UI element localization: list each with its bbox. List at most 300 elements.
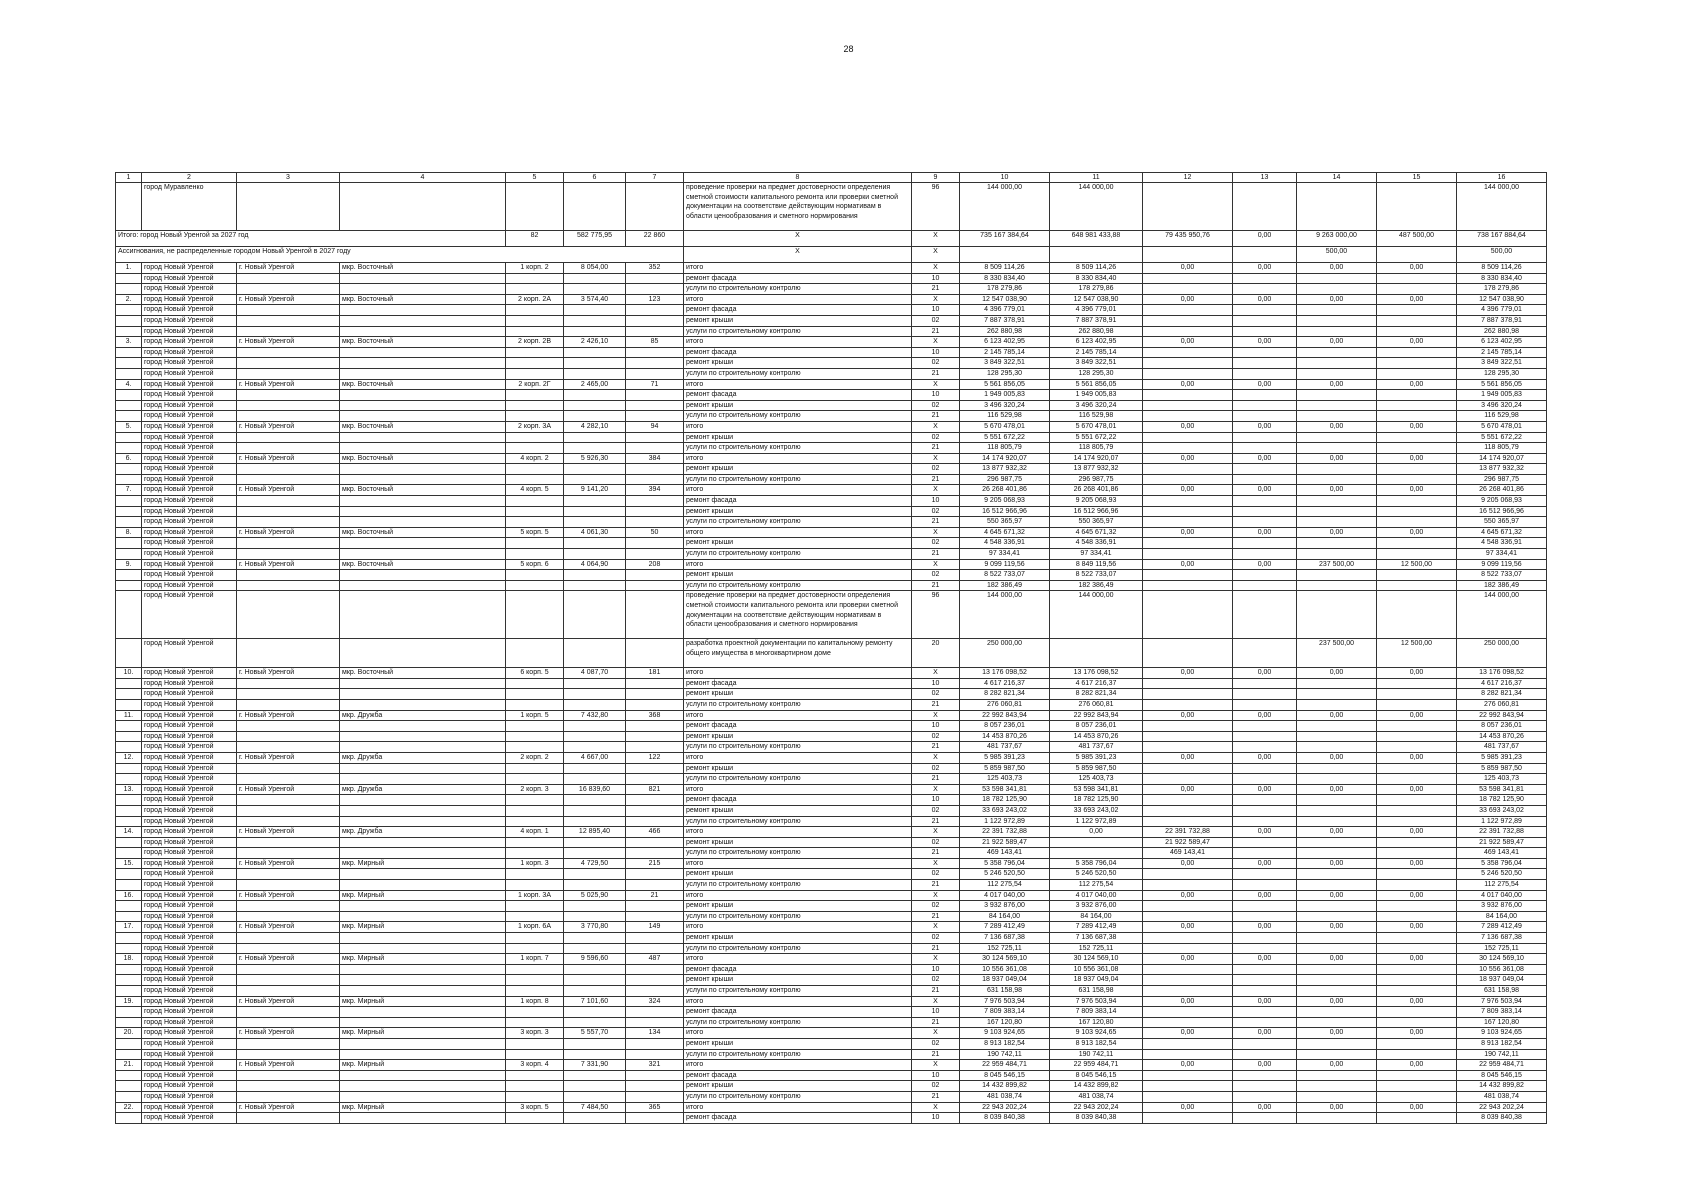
work-type-cell: услуги по строительному контролю bbox=[684, 411, 912, 422]
fund-cost-cell: 22 992 843,94 bbox=[1050, 710, 1143, 721]
work-code-cell: X bbox=[912, 710, 960, 721]
col14-cell bbox=[1297, 496, 1377, 507]
col14-cell: 237 500,00 bbox=[1297, 559, 1377, 570]
house-number-cell bbox=[506, 816, 564, 827]
table-row bbox=[116, 699, 1547, 710]
municipality-cell: город Новый Уренгой bbox=[142, 464, 237, 475]
budget-cost-cell bbox=[1143, 432, 1233, 443]
municipality-cell: город Новый Уренгой bbox=[142, 1070, 237, 1081]
area-cell bbox=[564, 1113, 626, 1124]
work-type-cell: итого bbox=[684, 784, 912, 795]
area-cell bbox=[564, 795, 626, 806]
settlement-cell bbox=[237, 464, 340, 475]
municipality-cell: город Новый Уренгой bbox=[142, 668, 237, 679]
col13-cell bbox=[1233, 1070, 1297, 1081]
table-row bbox=[116, 731, 1547, 742]
work-code-cell: X bbox=[912, 827, 960, 838]
house-number-cell bbox=[506, 284, 564, 295]
budget-cost-cell: 0,00 bbox=[1143, 996, 1233, 1007]
table-row bbox=[116, 827, 1547, 838]
col15-cell bbox=[1377, 774, 1457, 785]
residents-cell bbox=[626, 591, 684, 639]
col13-cell bbox=[1233, 432, 1297, 443]
col14-cell: 0,00 bbox=[1297, 996, 1377, 1007]
area-cell: 4 064,90 bbox=[564, 559, 626, 570]
work-type-cell: ремонт фасада bbox=[684, 305, 912, 316]
settlement-cell: г. Новый Уренгой bbox=[237, 485, 340, 496]
work-type-cell: X bbox=[684, 231, 912, 247]
grand-total-cell: 2 145 785,14 bbox=[1457, 347, 1547, 358]
table-row bbox=[116, 721, 1547, 732]
settlement-cell bbox=[237, 911, 340, 922]
row-number-cell bbox=[116, 443, 142, 454]
column-number: 10 bbox=[960, 173, 1050, 183]
settlement-cell bbox=[237, 517, 340, 528]
residents-cell bbox=[626, 358, 684, 369]
fund-cost-cell: 33 693 243,02 bbox=[1050, 805, 1143, 816]
district-cell bbox=[340, 496, 506, 507]
grand-total-cell: 33 693 243,02 bbox=[1457, 805, 1547, 816]
grand-total-cell: 9 205 068,93 bbox=[1457, 496, 1547, 507]
table-row bbox=[116, 933, 1547, 944]
work-type-cell: ремонт крыши bbox=[684, 975, 912, 986]
col13-cell bbox=[1233, 848, 1297, 859]
grand-total-cell: 9 103 924,65 bbox=[1457, 1028, 1547, 1039]
work-type-cell: итого bbox=[684, 954, 912, 965]
col14-cell bbox=[1297, 689, 1377, 700]
work-type-cell: ремонт фасада bbox=[684, 496, 912, 507]
residents-cell bbox=[626, 1038, 684, 1049]
district-cell bbox=[340, 721, 506, 732]
col15-cell bbox=[1377, 506, 1457, 517]
house-number-cell: 1 корп. 3А bbox=[506, 890, 564, 901]
grand-total-cell: 97 334,41 bbox=[1457, 549, 1547, 560]
municipality-cell: город Новый Уренгой bbox=[142, 443, 237, 454]
total-cost-cell: 16 512 966,96 bbox=[960, 506, 1050, 517]
row-number-cell bbox=[116, 549, 142, 560]
undistributed-label: Ассигнования, не распределенные городом Новый Уренгой в 2027 году bbox=[116, 247, 684, 263]
budget-cost-cell bbox=[1143, 763, 1233, 774]
col15-cell: 487 500,00 bbox=[1377, 231, 1457, 247]
grand-total-cell: 5 561 856,05 bbox=[1457, 379, 1547, 390]
budget-cost-cell bbox=[1143, 1113, 1233, 1124]
row-number-cell bbox=[116, 411, 142, 422]
municipality-cell: город Новый Уренгой bbox=[142, 1038, 237, 1049]
col15-cell: 0,00 bbox=[1377, 263, 1457, 274]
total-cost-cell: 5 358 796,04 bbox=[960, 858, 1050, 869]
settlement-cell bbox=[237, 1113, 340, 1124]
column-number: 6 bbox=[564, 173, 626, 183]
area-cell bbox=[564, 273, 626, 284]
col13-cell: 0,00 bbox=[1233, 1060, 1297, 1071]
house-number-cell bbox=[506, 411, 564, 422]
work-type-cell: итого bbox=[684, 294, 912, 305]
col15-cell bbox=[1377, 1113, 1457, 1124]
budget-cost-cell: 0,00 bbox=[1143, 922, 1233, 933]
budget-cost-cell bbox=[1143, 678, 1233, 689]
settlement-cell: г. Новый Уренгой bbox=[237, 527, 340, 538]
house-number-cell bbox=[506, 347, 564, 358]
budget-cost-cell bbox=[1143, 731, 1233, 742]
cell-empty bbox=[1050, 247, 1143, 263]
district-cell: мкр. Восточный bbox=[340, 559, 506, 570]
house-number-cell bbox=[506, 742, 564, 753]
municipality-cell: город Новый Уренгой bbox=[142, 591, 237, 639]
row-number-cell bbox=[116, 964, 142, 975]
total-cost-cell: 5 985 391,23 bbox=[960, 752, 1050, 763]
work-code-cell: X bbox=[912, 453, 960, 464]
grand-total-cell: 631 158,98 bbox=[1457, 986, 1547, 997]
municipality-cell: город Новый Уренгой bbox=[142, 1028, 237, 1039]
house-number-cell: 1 корп. 5 bbox=[506, 710, 564, 721]
col13-cell bbox=[1233, 975, 1297, 986]
col14-cell bbox=[1297, 538, 1377, 549]
area-cell bbox=[564, 975, 626, 986]
residents-cell bbox=[626, 305, 684, 316]
fund-cost-cell: 144 000,00 bbox=[1050, 591, 1143, 639]
residents-cell bbox=[626, 443, 684, 454]
column-number: 5 bbox=[506, 173, 564, 183]
col13-cell: 0,00 bbox=[1233, 1028, 1297, 1039]
district-cell: мкр. Дружба bbox=[340, 784, 506, 795]
area-cell bbox=[564, 689, 626, 700]
col14-cell bbox=[1297, 837, 1377, 848]
table-body bbox=[116, 173, 1547, 1124]
residents-cell bbox=[626, 699, 684, 710]
settlement-cell bbox=[237, 964, 340, 975]
area-cell bbox=[564, 678, 626, 689]
district-cell: мкр. Дружба bbox=[340, 710, 506, 721]
municipality-cell: город Новый Уренгой bbox=[142, 837, 237, 848]
work-code-cell: 10 bbox=[912, 678, 960, 689]
row-number-cell bbox=[116, 273, 142, 284]
municipality-cell: город Новый Уренгой bbox=[142, 795, 237, 806]
budget-cost-cell bbox=[1143, 1038, 1233, 1049]
settlement-cell bbox=[237, 689, 340, 700]
settlement-cell bbox=[237, 986, 340, 997]
house-number-cell bbox=[506, 805, 564, 816]
district-cell bbox=[340, 805, 506, 816]
house-number-cell bbox=[506, 975, 564, 986]
district-cell bbox=[340, 538, 506, 549]
work-type-cell: услуги по строительному контролю bbox=[684, 943, 912, 954]
row-number-cell bbox=[116, 911, 142, 922]
area-cell bbox=[564, 1038, 626, 1049]
total-cost-cell: 8 039 840,38 bbox=[960, 1113, 1050, 1124]
area-cell: 3 770,80 bbox=[564, 922, 626, 933]
col13-cell bbox=[1233, 591, 1297, 639]
municipality-cell: город Новый Уренгой bbox=[142, 559, 237, 570]
work-code-cell: 02 bbox=[912, 1038, 960, 1049]
settlement-cell bbox=[237, 678, 340, 689]
municipality-cell: город Новый Уренгой bbox=[142, 943, 237, 954]
district-cell bbox=[340, 1038, 506, 1049]
work-type-cell: итого bbox=[684, 710, 912, 721]
work-code-cell: 10 bbox=[912, 305, 960, 316]
residents-cell bbox=[626, 816, 684, 827]
row-number-cell: 14. bbox=[116, 827, 142, 838]
col14-cell bbox=[1297, 986, 1377, 997]
col14-cell: 0,00 bbox=[1297, 294, 1377, 305]
table-row bbox=[116, 858, 1547, 869]
table-row bbox=[116, 1102, 1547, 1113]
fund-cost-cell: 550 365,97 bbox=[1050, 517, 1143, 528]
municipality-cell: город Новый Уренгой bbox=[142, 774, 237, 785]
municipality-cell: город Новый Уренгой bbox=[142, 721, 237, 732]
residents-cell bbox=[626, 975, 684, 986]
residents-cell bbox=[626, 368, 684, 379]
house-number-cell: 1 корп. 6А bbox=[506, 922, 564, 933]
fund-cost-cell: 84 164,00 bbox=[1050, 911, 1143, 922]
work-code-cell: X bbox=[912, 668, 960, 679]
residents-cell bbox=[626, 273, 684, 284]
col13-cell bbox=[1233, 986, 1297, 997]
house-number-cell bbox=[506, 390, 564, 401]
residents-cell bbox=[626, 538, 684, 549]
residents-cell bbox=[626, 901, 684, 912]
house-number-cell bbox=[506, 273, 564, 284]
work-type-cell: услуги по строительному контролю bbox=[684, 742, 912, 753]
col15-cell bbox=[1377, 358, 1457, 369]
total-cost-cell: 6 123 402,95 bbox=[960, 337, 1050, 348]
total-cost-cell: 18 782 125,90 bbox=[960, 795, 1050, 806]
table-row bbox=[116, 1113, 1547, 1124]
municipality-cell: город Новый Уренгой bbox=[142, 421, 237, 432]
area-cell bbox=[564, 911, 626, 922]
area-cell bbox=[564, 639, 626, 668]
budget-cost-cell bbox=[1143, 1049, 1233, 1060]
fund-cost-cell: 262 880,98 bbox=[1050, 326, 1143, 337]
col14-cell: 0,00 bbox=[1297, 1102, 1377, 1113]
budget-cost-cell: 0,00 bbox=[1143, 337, 1233, 348]
col15-cell bbox=[1377, 880, 1457, 891]
col13-cell bbox=[1233, 400, 1297, 411]
house-number-cell bbox=[506, 731, 564, 742]
work-type-cell: услуги по строительному контролю bbox=[684, 1091, 912, 1102]
col13-cell bbox=[1233, 837, 1297, 848]
municipality-cell: город Новый Уренгой bbox=[142, 549, 237, 560]
table-row bbox=[116, 358, 1547, 369]
settlement-cell bbox=[237, 390, 340, 401]
settlement-cell bbox=[237, 273, 340, 284]
municipality-cell: город Новый Уренгой bbox=[142, 379, 237, 390]
fund-cost-cell: 116 529,98 bbox=[1050, 411, 1143, 422]
col14-cell bbox=[1297, 816, 1377, 827]
grand-total-cell: 4 617 216,37 bbox=[1457, 678, 1547, 689]
work-type-cell: ремонт крыши bbox=[684, 837, 912, 848]
total-cost-cell: 97 334,41 bbox=[960, 549, 1050, 560]
municipality-cell: город Муравленко bbox=[142, 183, 237, 231]
work-code-cell: 21 bbox=[912, 580, 960, 591]
budget-cost-cell bbox=[1143, 390, 1233, 401]
house-number-cell bbox=[506, 721, 564, 732]
budget-cost-cell bbox=[1143, 496, 1233, 507]
area-cell bbox=[564, 986, 626, 997]
col13-cell: 0,00 bbox=[1233, 527, 1297, 538]
work-code-cell: 21 bbox=[912, 368, 960, 379]
row-number-cell bbox=[116, 837, 142, 848]
residents-cell bbox=[626, 986, 684, 997]
work-type-cell: итого bbox=[684, 527, 912, 538]
settlement-cell bbox=[237, 305, 340, 316]
area-cell bbox=[564, 284, 626, 295]
col14-cell bbox=[1297, 591, 1377, 639]
house-number-cell: 3 корп. 3 bbox=[506, 1028, 564, 1039]
residents-cell bbox=[626, 639, 684, 668]
municipality-cell: город Новый Уренгой bbox=[142, 986, 237, 997]
work-type-cell: ремонт фасада bbox=[684, 795, 912, 806]
col14-cell bbox=[1297, 901, 1377, 912]
row-number-cell bbox=[116, 580, 142, 591]
fund-cost-cell: 7 976 503,94 bbox=[1050, 996, 1143, 1007]
col14-cell bbox=[1297, 305, 1377, 316]
col15-cell bbox=[1377, 911, 1457, 922]
budget-cost-cell: 0,00 bbox=[1143, 668, 1233, 679]
municipality-cell: город Новый Уренгой bbox=[142, 390, 237, 401]
row-number-cell bbox=[116, 986, 142, 997]
row-number-cell bbox=[116, 816, 142, 827]
area-cell bbox=[564, 964, 626, 975]
district-cell: мкр. Восточный bbox=[340, 421, 506, 432]
area-cell bbox=[564, 390, 626, 401]
col13-cell bbox=[1233, 763, 1297, 774]
budget-cost-cell bbox=[1143, 570, 1233, 581]
work-type-cell: услуги по строительному контролю bbox=[684, 911, 912, 922]
settlement-cell bbox=[237, 869, 340, 880]
settlement-cell bbox=[237, 763, 340, 774]
muravlenko-inspection-row bbox=[116, 183, 1547, 231]
table-row bbox=[116, 816, 1547, 827]
house-number-cell: 1 корп. 7 bbox=[506, 954, 564, 965]
row-number-cell: 22. bbox=[116, 1102, 142, 1113]
budget-cost-cell bbox=[1143, 1081, 1233, 1092]
district-cell bbox=[340, 1113, 506, 1124]
row-number-cell: 16. bbox=[116, 890, 142, 901]
total-cost-cell: 276 060,81 bbox=[960, 699, 1050, 710]
table-row bbox=[116, 1060, 1547, 1071]
column-number: 15 bbox=[1377, 173, 1457, 183]
area-cell: 4 729,50 bbox=[564, 858, 626, 869]
col14-cell: 0,00 bbox=[1297, 710, 1377, 721]
fund-cost-cell: 10 556 361,08 bbox=[1050, 964, 1143, 975]
house-number-cell bbox=[506, 496, 564, 507]
col15-cell: 0,00 bbox=[1377, 485, 1457, 496]
house-number-cell bbox=[506, 639, 564, 668]
work-type-cell: итого bbox=[684, 1028, 912, 1039]
col13-cell: 0,00 bbox=[1233, 379, 1297, 390]
budget-cost-cell bbox=[1143, 400, 1233, 411]
work-type-cell: ремонт крыши bbox=[684, 400, 912, 411]
district-cell bbox=[340, 326, 506, 337]
municipality-cell: город Новый Уренгой bbox=[142, 911, 237, 922]
district-cell: мкр. Мирный bbox=[340, 922, 506, 933]
capital-repair-register-table bbox=[115, 172, 1547, 1124]
table-row bbox=[116, 752, 1547, 763]
residents-cell bbox=[626, 400, 684, 411]
total-cost-cell: 21 922 589,47 bbox=[960, 837, 1050, 848]
row-number-cell bbox=[116, 390, 142, 401]
row-number-cell bbox=[116, 774, 142, 785]
house-number-cell bbox=[506, 848, 564, 859]
settlement-cell bbox=[237, 901, 340, 912]
city-total-row bbox=[116, 231, 1547, 247]
municipality-cell: город Новый Уренгой bbox=[142, 580, 237, 591]
col13-cell bbox=[1233, 869, 1297, 880]
table-row bbox=[116, 273, 1547, 284]
work-code-cell: 21 bbox=[912, 326, 960, 337]
col13-cell bbox=[1233, 1038, 1297, 1049]
area-cell bbox=[564, 305, 626, 316]
col14-cell: 237 500,00 bbox=[1297, 639, 1377, 668]
district-cell bbox=[340, 816, 506, 827]
work-code-cell: X bbox=[912, 559, 960, 570]
settlement-cell: г. Новый Уренгой bbox=[237, 559, 340, 570]
col15-cell bbox=[1377, 848, 1457, 859]
row-number-cell bbox=[116, 848, 142, 859]
budget-cost-cell: 0,00 bbox=[1143, 1028, 1233, 1039]
work-type-cell: итого bbox=[684, 922, 912, 933]
total-label: Итого: город Новый Уренгой за 2027 год bbox=[116, 231, 506, 247]
municipality-cell: город Новый Уренгой bbox=[142, 1113, 237, 1124]
residents-cell bbox=[626, 731, 684, 742]
fund-cost-cell: 0,00 bbox=[1050, 827, 1143, 838]
table-row bbox=[116, 710, 1547, 721]
col13-cell bbox=[1233, 315, 1297, 326]
table-row bbox=[116, 678, 1547, 689]
settlement-cell: г. Новый Уренгой bbox=[237, 710, 340, 721]
district-cell: мкр. Восточный bbox=[340, 668, 506, 679]
col13-cell bbox=[1233, 368, 1297, 379]
col13-cell bbox=[1233, 464, 1297, 475]
settlement-cell bbox=[237, 549, 340, 560]
residents-cell bbox=[626, 774, 684, 785]
col13-cell bbox=[1233, 305, 1297, 316]
row-number-cell bbox=[116, 933, 142, 944]
grand-total-cell: 1 949 005,83 bbox=[1457, 390, 1547, 401]
row-number-cell: 10. bbox=[116, 668, 142, 679]
budget-cost-cell bbox=[1143, 368, 1233, 379]
total-cost-cell: 8 045 546,15 bbox=[960, 1070, 1050, 1081]
col13-cell bbox=[1233, 284, 1297, 295]
house-number-cell bbox=[506, 837, 564, 848]
district-cell bbox=[340, 1017, 506, 1028]
work-type-cell: ремонт крыши bbox=[684, 315, 912, 326]
col13-cell: 0,00 bbox=[1233, 827, 1297, 838]
district-cell: мкр. Восточный bbox=[340, 379, 506, 390]
work-type-cell: ремонт крыши bbox=[684, 689, 912, 700]
total-cost-cell: 84 164,00 bbox=[960, 911, 1050, 922]
col13-cell bbox=[1233, 549, 1297, 560]
grand-total-cell: 5 859 987,50 bbox=[1457, 763, 1547, 774]
row-number-cell bbox=[116, 943, 142, 954]
fund-cost-cell: 648 981 433,88 bbox=[1050, 231, 1143, 247]
district-cell bbox=[340, 411, 506, 422]
cell-empty bbox=[1377, 183, 1457, 231]
col15-cell: 12 500,00 bbox=[1377, 639, 1457, 668]
col15-cell bbox=[1377, 273, 1457, 284]
row-number-cell bbox=[116, 699, 142, 710]
work-code-cell: 02 bbox=[912, 975, 960, 986]
municipality-cell: город Новый Уренгой bbox=[142, 880, 237, 891]
table-row bbox=[116, 922, 1547, 933]
municipality-cell: город Новый Уренгой bbox=[142, 326, 237, 337]
total-cost-cell: 2 145 785,14 bbox=[960, 347, 1050, 358]
area-cell bbox=[564, 763, 626, 774]
fund-cost-cell: 6 123 402,95 bbox=[1050, 337, 1143, 348]
area-cell bbox=[564, 774, 626, 785]
grand-total-cell: 112 275,54 bbox=[1457, 880, 1547, 891]
col14-cell: 0,00 bbox=[1297, 527, 1377, 538]
